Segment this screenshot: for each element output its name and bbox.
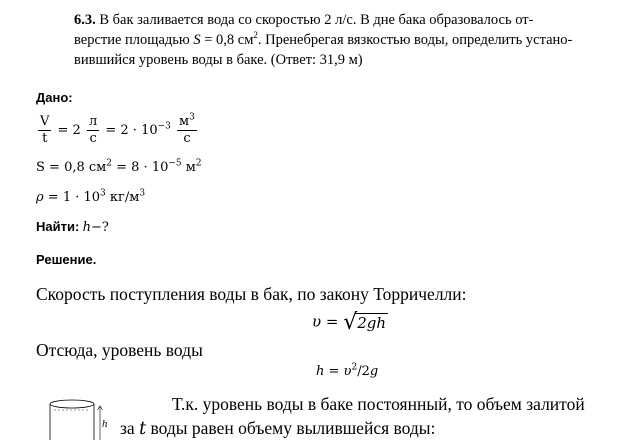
unit2-fraction [177, 114, 197, 147]
problem-text-1: В бак заливается вода со скоростью 2 л/с. В дне бака образовалось от- [95, 12, 534, 28]
find-suffix: −? [90, 220, 109, 235]
area-exp3: 2 [195, 158, 202, 169]
area-a: S = 0,8 см [36, 160, 107, 175]
area-c: м [181, 160, 196, 175]
given-flow-rate [36, 114, 199, 147]
solution-text-2: Отсюда, уровень воды [36, 340, 203, 360]
unit2-num [177, 114, 197, 131]
problem-text-2b: = 0,8 см [200, 32, 254, 48]
unit2-num-base: м [179, 114, 190, 129]
eq1-lhs: υ [312, 312, 322, 331]
flow-num: V [40, 114, 50, 129]
eq2-v: υ [343, 364, 352, 379]
rho-exp2: 3 [139, 188, 146, 199]
equation-level [316, 364, 378, 379]
eq1-mid: = [321, 312, 344, 331]
flow-eq2: = 2 · 10 [105, 123, 158, 138]
rho-exp: 3 [100, 188, 106, 199]
problem-line-2 [74, 30, 574, 50]
eq1-radicand: 2gh [357, 314, 387, 332]
flow-exp: −3 [157, 121, 171, 132]
flow-fraction [38, 114, 51, 147]
tank-figure [40, 394, 120, 440]
rho-b: кг/м [105, 190, 140, 205]
solution-heading: Решение. [36, 252, 97, 267]
problem-statement [74, 10, 574, 70]
text4-b: воды равен объему вылившейся воды: [146, 418, 436, 438]
area-b: = 8 · 10 [112, 160, 169, 175]
radical-sign: √ [343, 310, 358, 335]
find-line [36, 219, 109, 235]
flow-eq1: = 2 [57, 123, 81, 138]
problem-line-1 [74, 10, 574, 30]
equation-torricelli [312, 310, 388, 335]
rho-symbol: ρ [36, 190, 44, 205]
unit2-num-exp: 3 [189, 112, 195, 123]
area-exp2: −5 [168, 158, 182, 169]
problem-line-3: вившийся уровень воды в баке. (Ответ: 31,9 м) [74, 52, 363, 68]
tank-drawing [40, 394, 120, 440]
eq2-exp: 2 [351, 362, 358, 373]
find-value: h [82, 220, 91, 235]
eq2-h: h [316, 364, 325, 379]
problem-number: 6.3. [74, 12, 96, 28]
given-area [36, 160, 202, 175]
unit1-den: с [89, 131, 97, 146]
given-density [36, 190, 145, 205]
text4-a: за [120, 418, 140, 438]
eq2-g: g [369, 364, 379, 379]
problem-text-2a: верстие площадью [74, 32, 194, 48]
problem-var-s: S [193, 32, 201, 48]
text4-t: t [139, 419, 147, 439]
unit1-num: л [88, 114, 98, 129]
find-label: Найти: [36, 219, 80, 234]
flow-den: t [42, 131, 48, 146]
eq2-mid: = [324, 364, 344, 379]
problem-text-2c: . Пренебрегая вязкостью воды, определить устано- [257, 32, 573, 48]
unit2-den: с [183, 131, 191, 146]
sqrt-symbol [343, 310, 388, 335]
eq2-tail: /2 [357, 364, 370, 379]
given-heading: Дано: [36, 90, 73, 105]
rho-a: = 1 · 10 [43, 190, 101, 205]
problem-exp: 2 [253, 30, 258, 41]
figure-h-label: h [102, 420, 108, 430]
unit1-fraction [87, 114, 99, 147]
area-exp1: 2 [106, 158, 112, 169]
solution-text-3: Т.к. уровень воды в баке постоянный, то объем залитой [172, 394, 585, 414]
solution-text-4 [120, 418, 435, 439]
solution-text-1: Скорость поступления воды в бак, по закону Торричелли: [36, 284, 467, 304]
